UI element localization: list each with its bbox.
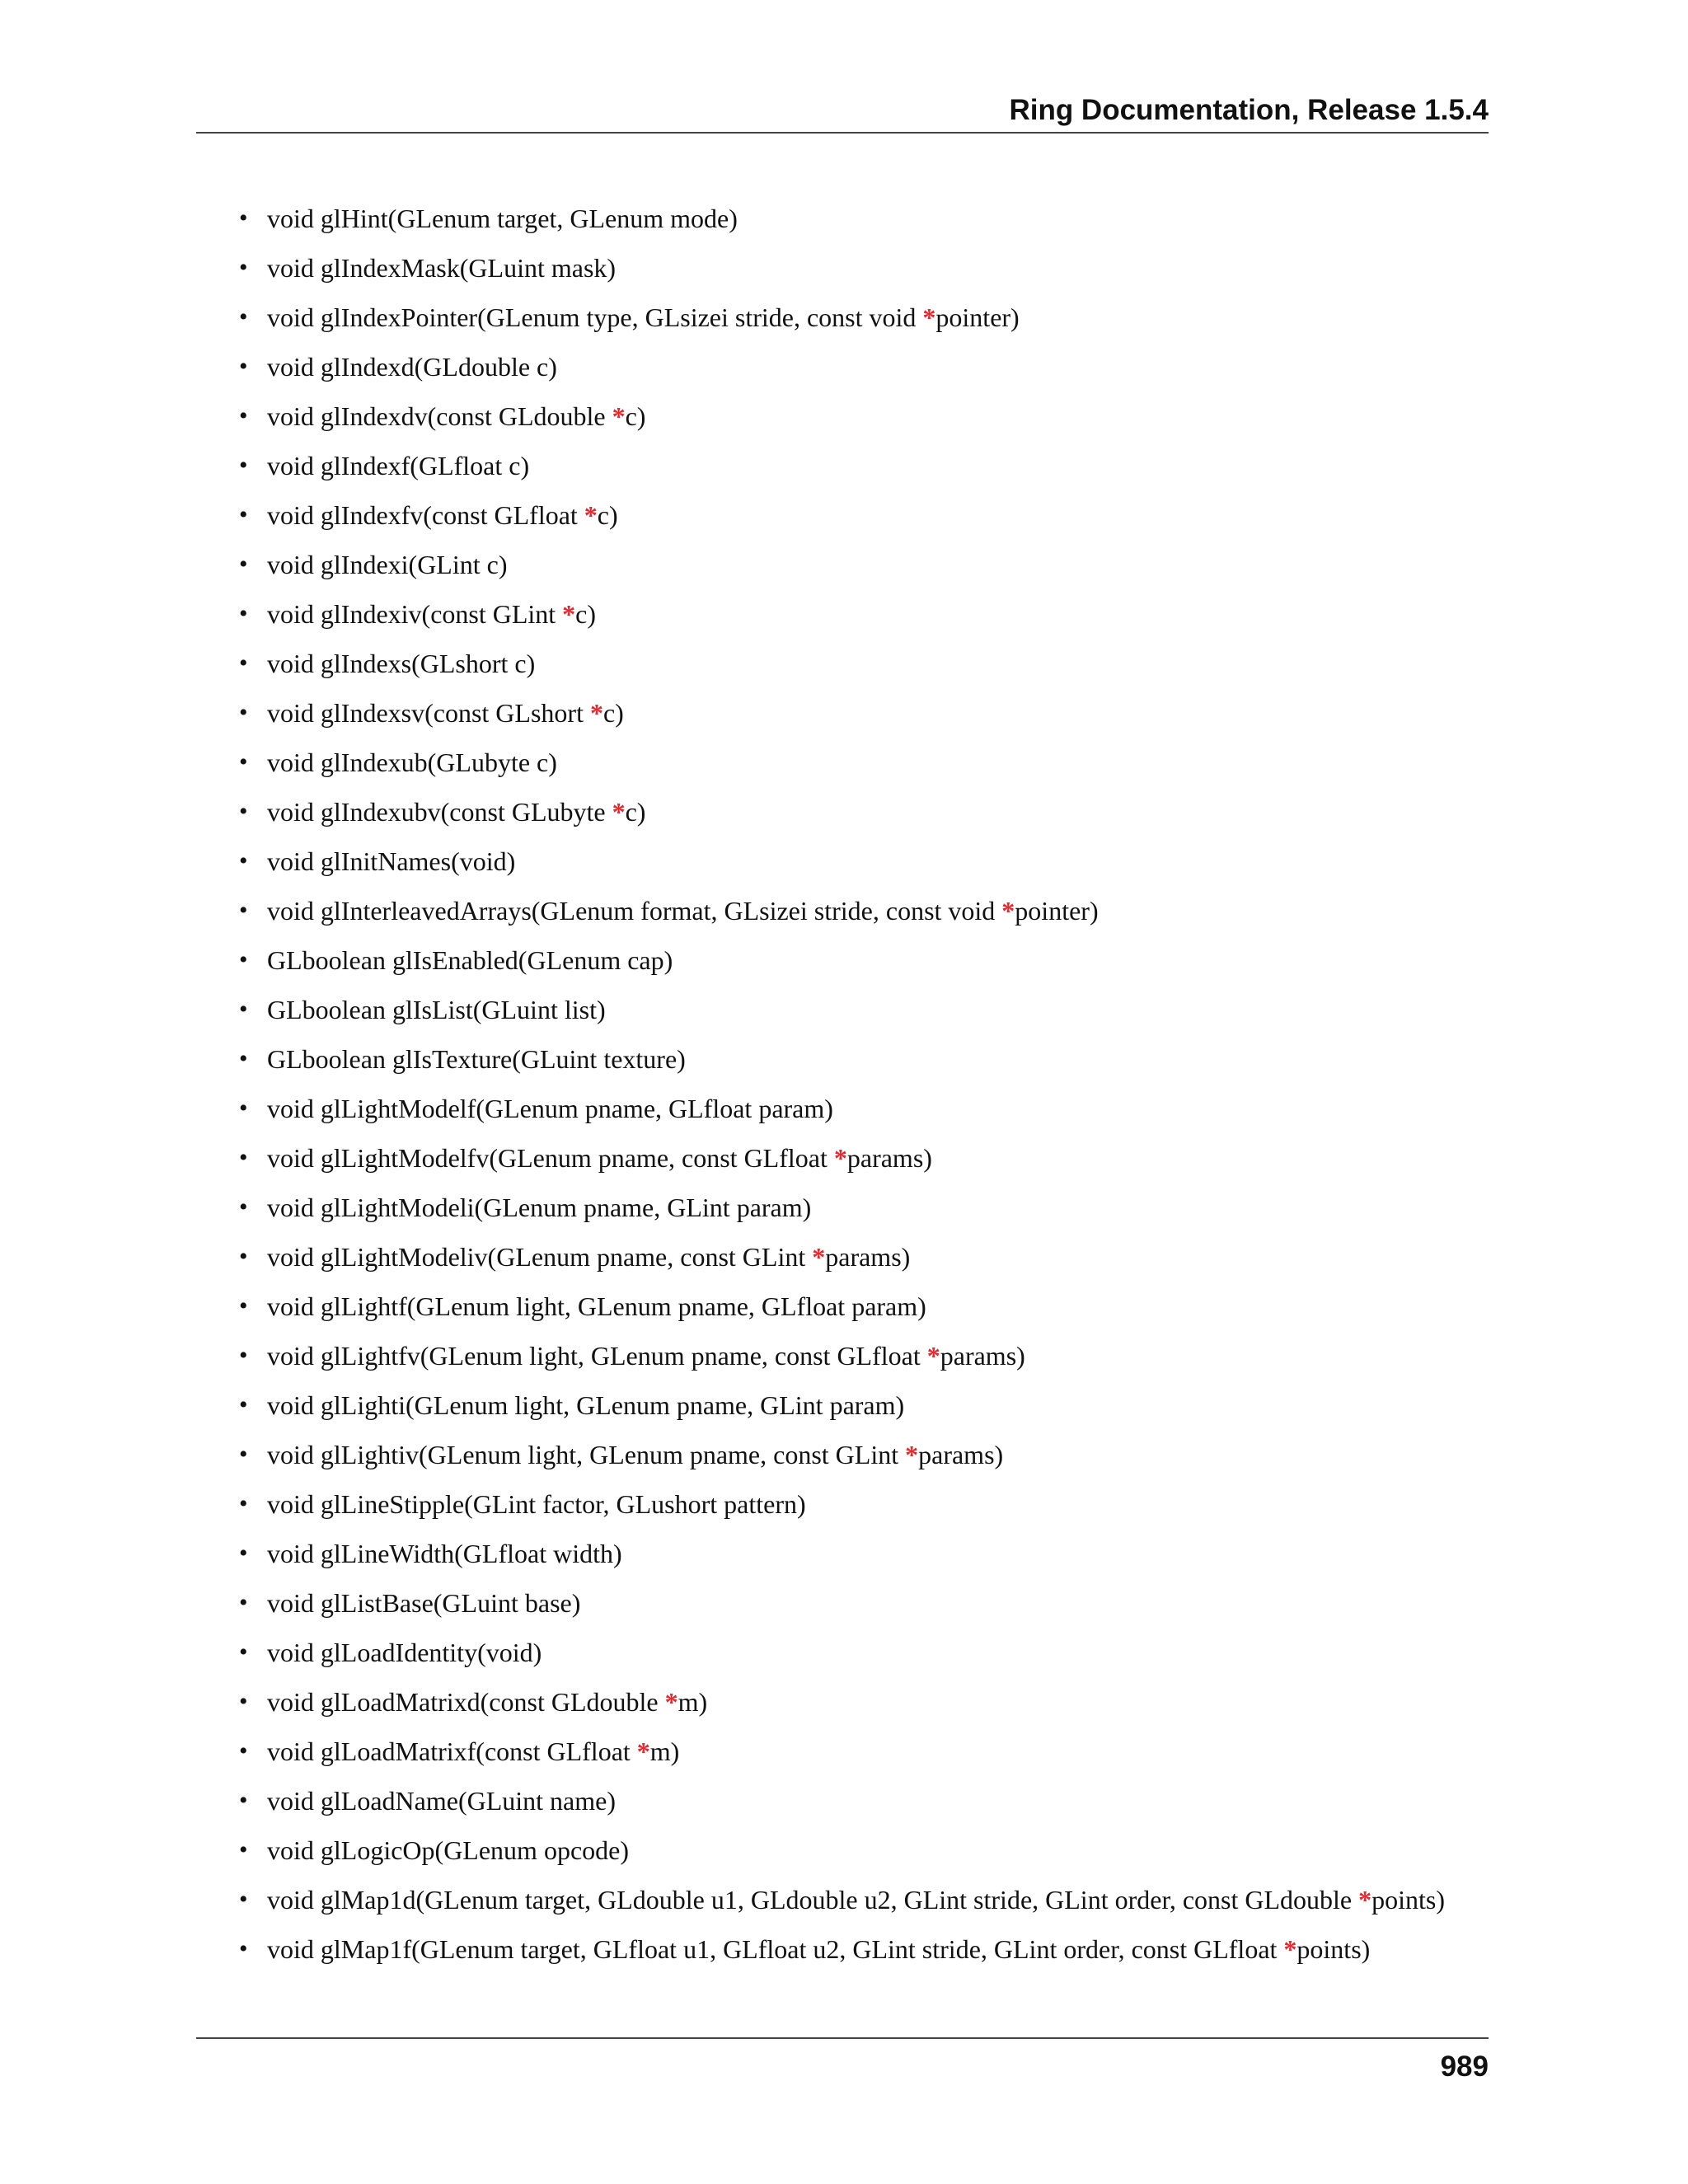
bullet-marker: •	[239, 1935, 248, 1962]
signature-text: void glLightfv(GLenum light, GLenum pname, const GLfloat	[267, 1341, 927, 1371]
signature-text: void glMap1f(GLenum target, GLfloat u1, GLfloat u2, GLint stride, GLint order, const GLfloat	[267, 1934, 1284, 1964]
function-signature-item	[239, 1183, 1500, 1232]
function-signature-item	[239, 1380, 1500, 1430]
bullet-marker: •	[239, 402, 248, 429]
function-signature-item	[239, 1875, 1500, 1924]
bullet-marker: •	[239, 1292, 248, 1319]
signature-text: void glLightiv(GLenum light, GLenum pname, const GLint	[267, 1440, 906, 1469]
bullet-marker: •	[239, 303, 248, 330]
bullet-marker: •	[239, 1787, 248, 1814]
document-title: Ring Documentation, Release 1.5.4	[1009, 94, 1489, 126]
signature-text: void glInitNames(void)	[267, 846, 516, 876]
bullet-marker: •	[239, 353, 248, 380]
signature-text-tail: pointer)	[935, 302, 1020, 332]
signature-text: void glIndexsv(const GLshort	[267, 698, 590, 728]
bullet-marker: •	[239, 1886, 248, 1913]
pointer-asterisk: *	[589, 698, 603, 728]
signature-text-tail: m)	[678, 1687, 708, 1717]
signature-text: void glListBase(GLuint base)	[267, 1588, 581, 1618]
signature-text: void glIndexi(GLint c)	[267, 550, 508, 579]
bullet-marker: •	[239, 748, 248, 776]
signature-text-tail: params)	[918, 1440, 1004, 1469]
signature-text: void glLightModelf(GLenum pname, GLfloat param)	[267, 1094, 833, 1123]
signature-text: void glLineWidth(GLfloat width)	[267, 1539, 622, 1568]
signature-text: GLboolean glIsEnabled(GLenum cap)	[267, 945, 673, 975]
pointer-asterisk: *	[612, 797, 626, 827]
signature-text-tail: points)	[1296, 1934, 1371, 1964]
bullet-marker: •	[239, 452, 248, 479]
function-signature-item	[239, 1479, 1500, 1529]
bullet-marker: •	[239, 1589, 248, 1616]
signature-text: void glLogicOp(GLenum opcode)	[267, 1835, 629, 1865]
signature-text-tail: c)	[625, 401, 646, 431]
signature-text: GLboolean glIsTexture(GLuint texture)	[267, 1044, 686, 1074]
signature-text-tail: params)	[825, 1242, 911, 1272]
signature-text: void glLightModeliv(GLenum pname, const GLint	[267, 1242, 813, 1272]
function-signature-item	[239, 787, 1500, 837]
function-signature-item	[239, 1430, 1500, 1479]
signature-text: void glLighti(GLenum light, GLenum pname, GLint param)	[267, 1390, 905, 1420]
bullet-marker: •	[239, 1540, 248, 1567]
bullet-marker: •	[239, 1638, 248, 1666]
signature-text-tail: params)	[846, 1143, 932, 1173]
signature-text: void glIndexMask(GLuint mask)	[267, 253, 617, 283]
page-footer	[196, 2037, 1489, 2088]
signature-text-tail: pointer)	[1015, 896, 1099, 926]
signature-text-tail: c)	[625, 797, 646, 827]
function-signature-item	[239, 293, 1500, 342]
function-signature-item	[239, 243, 1500, 293]
function-signature-item	[239, 738, 1500, 787]
signature-text-tail: m)	[649, 1736, 680, 1766]
bullet-marker: •	[239, 1144, 248, 1171]
signature-text: void glIndexubv(const GLubyte	[267, 797, 612, 827]
pointer-asterisk: *	[664, 1687, 678, 1717]
signature-text: void glLineStipple(GLint factor, GLushort pattern)	[267, 1489, 806, 1519]
function-signature-item	[239, 540, 1500, 589]
signature-text: void glLoadMatrixd(const GLdouble	[267, 1687, 665, 1717]
function-signature-item	[239, 342, 1500, 391]
function-signature-item	[239, 1084, 1500, 1133]
function-signature-item	[239, 1282, 1500, 1331]
bullet-marker: •	[239, 1737, 248, 1765]
function-signature-item	[239, 886, 1500, 935]
bullet-marker: •	[239, 798, 248, 825]
function-signature-item	[239, 985, 1500, 1034]
signature-text: void glHint(GLenum target, GLenum mode)	[267, 204, 738, 233]
pointer-asterisk: *	[1001, 896, 1015, 926]
function-signature-item	[239, 441, 1500, 490]
bullet-marker: •	[239, 649, 248, 677]
bullet-marker: •	[239, 551, 248, 578]
signature-text: void glIndexiv(const GLint	[267, 599, 563, 629]
bullet-marker: •	[239, 1342, 248, 1369]
function-signature-item	[239, 1825, 1500, 1875]
signature-text: void glLoadIdentity(void)	[267, 1638, 542, 1667]
bullet-marker: •	[239, 1490, 248, 1517]
signature-text: void glMap1d(GLenum target, GLdouble u1, GLdouble u2, GLint stride, GLint order, const GLdouble	[267, 1885, 1359, 1915]
bullet-marker: •	[239, 946, 248, 973]
signature-text: void glInterleavedArrays(GLenum format, GLsizei stride, const void	[267, 896, 1002, 926]
function-signature-item	[239, 688, 1500, 738]
signature-text-tail: params)	[940, 1341, 1025, 1371]
bullet-marker: •	[239, 600, 248, 627]
function-signature-item	[239, 391, 1500, 441]
signature-text-tail: c)	[603, 698, 624, 728]
signature-text: void glLightf(GLenum light, GLenum pname, GLfloat param)	[267, 1291, 926, 1321]
pointer-asterisk: *	[584, 500, 598, 530]
bullet-marker: •	[239, 1045, 248, 1072]
function-signature-item	[239, 639, 1500, 688]
bullet-marker: •	[239, 1441, 248, 1468]
function-signature-item	[239, 1628, 1500, 1677]
signature-text: void glIndexfv(const GLfloat	[267, 500, 584, 530]
signature-text-tail: c)	[597, 500, 618, 530]
function-list	[239, 194, 1500, 1974]
signature-text: void glLoadName(GLuint name)	[267, 1786, 616, 1816]
pointer-asterisk: *	[922, 302, 936, 332]
function-signature-item	[239, 1529, 1500, 1578]
pointer-asterisk: *	[1358, 1885, 1372, 1915]
function-signature-item	[239, 1924, 1500, 1974]
signature-text: void glIndexd(GLdouble c)	[267, 352, 557, 382]
function-signature-item	[239, 1578, 1500, 1628]
bullet-marker: •	[239, 501, 248, 528]
signature-text: void glLightModeli(GLenum pname, GLint param)	[267, 1193, 812, 1222]
signature-text: void glIndexf(GLfloat c)	[267, 451, 530, 480]
signature-text: void glLoadMatrixf(const GLfloat	[267, 1736, 637, 1766]
bullet-marker: •	[239, 1836, 248, 1863]
page-number: 989	[1440, 2050, 1489, 2083]
bullet-marker: •	[239, 699, 248, 726]
bullet-marker: •	[239, 1193, 248, 1221]
page-header	[196, 89, 1489, 134]
pointer-asterisk: *	[562, 599, 576, 629]
function-signature-item	[239, 935, 1500, 985]
pointer-asterisk: *	[905, 1440, 919, 1469]
signature-text: void glLightModelfv(GLenum pname, const GLfloat	[267, 1143, 834, 1173]
function-signature-item	[239, 589, 1500, 639]
signature-text: void glIndexdv(const GLdouble	[267, 401, 612, 431]
function-signature-item	[239, 1232, 1500, 1282]
bullet-marker: •	[239, 996, 248, 1023]
bullet-marker: •	[239, 1094, 248, 1122]
pointer-asterisk: *	[1283, 1934, 1297, 1964]
signature-text-tail: points)	[1372, 1885, 1445, 1915]
bullet-marker: •	[239, 1243, 248, 1270]
bullet-marker: •	[239, 897, 248, 924]
pointer-asterisk: *	[636, 1736, 650, 1766]
bullet-marker: •	[239, 1688, 248, 1715]
signature-text: void glIndexs(GLshort c)	[267, 649, 536, 678]
function-signature-item	[239, 1034, 1500, 1084]
pointer-asterisk: *	[812, 1242, 826, 1272]
pointer-asterisk: *	[926, 1341, 940, 1371]
function-signature-item	[239, 1331, 1500, 1380]
function-signature-item	[239, 1133, 1500, 1183]
signature-text: void glIndexub(GLubyte c)	[267, 748, 557, 777]
pointer-asterisk: *	[833, 1143, 847, 1173]
signature-text-tail: c)	[575, 599, 597, 629]
bullet-marker: •	[239, 847, 248, 874]
function-signature-item	[239, 490, 1500, 540]
signature-text: void glIndexPointer(GLenum type, GLsizei stride, const void	[267, 302, 923, 332]
function-signature-item	[239, 1727, 1500, 1776]
bullet-marker: •	[239, 204, 248, 232]
function-signature-item	[239, 194, 1500, 243]
bullet-marker: •	[239, 1391, 248, 1418]
function-signature-item	[239, 837, 1500, 886]
function-signature-item	[239, 1677, 1500, 1727]
function-signature-item	[239, 1776, 1500, 1825]
pointer-asterisk: *	[612, 401, 626, 431]
bullet-marker: •	[239, 254, 248, 281]
signature-text: GLboolean glIsList(GLuint list)	[267, 995, 606, 1024]
